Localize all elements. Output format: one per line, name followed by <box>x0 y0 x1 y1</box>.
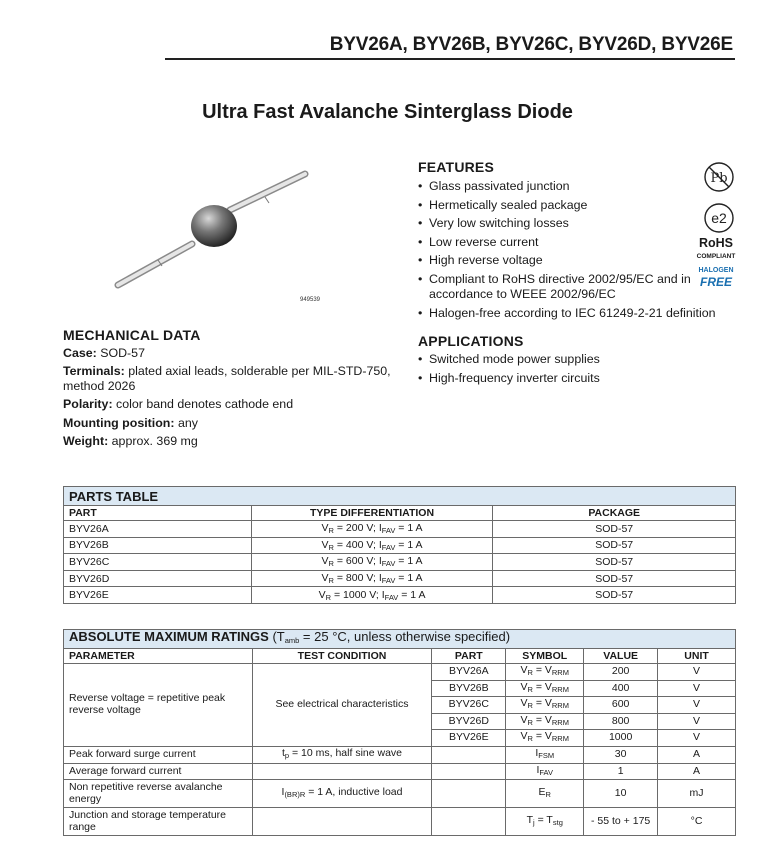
feature-item: • Halogen-free according to IEC 61249-2-21 definition <box>418 306 729 321</box>
document-subtitle: Ultra Fast Avalanche Sinterglass Diode <box>202 101 573 123</box>
rohs-label: RoHS <box>698 236 734 250</box>
absolute-maximum-ratings-table <box>63 629 736 836</box>
vr-value: 1000 <box>343 588 367 601</box>
unit-cell: V <box>658 680 736 697</box>
drawing-code: 949539 <box>300 297 321 303</box>
symbol-cell: $V_R = V_{RRM}$ <box>506 664 584 681</box>
type-cell: $V_R = 600$ V; $I_{FAV} = 1$ A <box>251 554 493 571</box>
col-header-value: VALUE <box>584 649 658 664</box>
symbol-cell: $V_R = V_{RRM}$ <box>506 697 584 714</box>
parameter-cell: Peak forward surge current <box>64 746 253 763</box>
ifav-value: 1 <box>407 522 414 535</box>
parameter-cell: Junction and storage temperature range <box>64 808 253 836</box>
features-list <box>418 179 718 324</box>
type-cell: $V_R = 200$ V; $I_{FAV} = 1$ A <box>251 521 493 538</box>
part-cell: BYV26C <box>432 697 506 714</box>
features-heading: FEATURES <box>418 159 495 175</box>
unit-cell: V <box>658 664 736 681</box>
col-header-type: TYPE DIFFERENTIATION <box>251 506 493 521</box>
table-row <box>64 570 736 587</box>
condition-cell <box>252 763 432 780</box>
ifav-value: 1 <box>407 555 414 568</box>
part-cell <box>432 780 506 808</box>
part-cell: BYV26B <box>64 537 252 554</box>
col-header-part: PART <box>64 506 252 521</box>
table-row <box>64 808 736 836</box>
condition-text: = 10 ms, half sine wave <box>289 747 403 760</box>
value-cell: 1 <box>584 763 658 780</box>
symbol-cell: $V_R = V_{RRM}$ <box>506 713 584 730</box>
unit-cell: V <box>658 697 736 714</box>
table-row <box>64 521 736 538</box>
feature-item: • High reverse voltage <box>418 253 718 268</box>
e2-text: e2 <box>711 210 727 226</box>
mech-label: Weight: <box>63 434 109 449</box>
part-cell: BYV26A <box>432 664 506 681</box>
package-cell: SOD-57 <box>493 554 736 571</box>
mechanical-data-heading: MECHANICAL DATA <box>63 327 201 343</box>
symbol-cell: $I_{FSM}$ <box>506 746 584 763</box>
mech-value: any <box>177 415 198 430</box>
halogen-label: HALOGEN <box>698 267 734 274</box>
part-cell: BYV26A <box>64 521 252 538</box>
value-cell: 1000 <box>584 730 658 747</box>
col-header-package: PACKAGE <box>493 506 736 521</box>
unit-cell: °C <box>658 808 736 836</box>
col-header-unit: UNIT <box>658 649 736 664</box>
part-cell: BYV26B <box>432 680 506 697</box>
table-row <box>64 587 736 604</box>
value-cell: 10 <box>584 780 658 808</box>
vr-value: 800 <box>345 572 364 585</box>
symbol-cell: $T_j = T_{stg}$ <box>506 808 584 836</box>
lead-free-icon <box>703 161 735 193</box>
table-row <box>64 554 736 571</box>
unit-cell: V <box>658 713 736 730</box>
applications-list <box>418 352 718 389</box>
condition-cell: $I_{(BR)R} = 1$ A, inductive load <box>252 780 432 808</box>
symbol-cell: $V_R = V_{RRM}$ <box>506 680 584 697</box>
unit-cell: A <box>658 746 736 763</box>
table-row <box>64 746 736 763</box>
amr-caption-title: ABSOLUTE MAXIMUM RATINGS <box>69 629 269 645</box>
value-cell: 800 <box>584 713 658 730</box>
mech-weight <box>63 434 403 449</box>
mech-case <box>63 346 403 361</box>
mech-value: SOD-57 <box>100 346 145 360</box>
halogen-free-label: FREE <box>699 275 732 289</box>
mech-value: plated axial leads, solderable per MIL-STD-750, method 2026 <box>63 364 391 393</box>
diode-lead-left <box>118 244 192 285</box>
col-header-part: PART <box>432 649 506 664</box>
title-rule <box>165 58 735 60</box>
value-cell: 400 <box>584 680 658 697</box>
vr-value: 400 <box>345 538 364 551</box>
caption-cond-sub: amb <box>284 636 300 646</box>
value-cell: - 55 to + 175 <box>584 808 658 836</box>
value-cell: 600 <box>584 697 658 714</box>
amr-caption-condition <box>272 629 510 644</box>
mechanical-data <box>63 346 403 453</box>
symbol-cell: $E_R$ <box>506 780 584 808</box>
mech-mounting <box>63 416 403 431</box>
mech-label: Terminals: <box>63 364 125 379</box>
application-item: • Switched mode power supplies <box>418 352 718 367</box>
part-cell <box>432 808 506 836</box>
table-row <box>64 763 736 780</box>
feature-item: • Compliant to RoHS directive 2002/95/EC and in accordance to WEEE 2002/96/EC <box>418 272 699 302</box>
unit-cell: A <box>658 763 736 780</box>
package-cell: SOD-57 <box>493 570 736 587</box>
type-cell: $V_R = 1000$ V; $I_{FAV} = 1$ A <box>251 587 493 604</box>
feature-item: • Glass passivated junction <box>418 179 718 194</box>
part-cell: BYV26C <box>64 554 252 571</box>
mech-label: Polarity: <box>63 397 113 412</box>
diode-package-drawing <box>110 168 320 298</box>
parameter-cell: Reverse voltage = repetitive peak reverse voltage <box>64 664 253 747</box>
condition-cell: $t_p = 10$ ms, half sine wave <box>252 746 432 763</box>
pb-text: Pb <box>710 171 728 186</box>
type-cell: $V_R = 800$ V; $I_{FAV} = 1$ A <box>251 570 493 587</box>
part-cell <box>432 763 506 780</box>
feature-item: • Low reverse current <box>418 235 718 250</box>
ifav-value: 1 <box>410 588 417 601</box>
mech-value: color band denotes cathode end <box>116 397 294 412</box>
unit-cell: V <box>658 730 736 747</box>
application-item: • High-frequency inverter circuits <box>418 371 718 386</box>
unit-cell: mJ <box>658 780 736 808</box>
part-cell: BYV26E <box>432 730 506 747</box>
feature-item: • Very low switching losses <box>418 216 718 231</box>
mech-polarity <box>63 397 403 412</box>
value-cell: 200 <box>584 664 658 681</box>
package-cell: SOD-57 <box>493 537 736 554</box>
diode-body <box>191 205 237 247</box>
package-cell: SOD-57 <box>493 521 736 538</box>
ifav-value: 1 <box>407 572 414 585</box>
type-cell: $V_R = 400$ V; $I_{FAV} = 1$ A <box>251 537 493 554</box>
parameter-cell: Average forward current <box>64 763 253 780</box>
parts-table-caption: PARTS TABLE <box>64 487 736 506</box>
part-cell: BYV26D <box>64 570 252 587</box>
package-cell: SOD-57 <box>493 587 736 604</box>
col-header-parameter: PARAMETER <box>64 649 253 664</box>
col-header-test-condition: TEST CONDITION <box>252 649 432 664</box>
mech-label: Mounting position: <box>63 415 175 430</box>
caption-cond-suffix: = 25 °C, unless otherwise specified) <box>299 629 511 645</box>
mech-label: Case: <box>63 346 97 360</box>
applications-heading: APPLICATIONS <box>418 333 524 349</box>
mech-value: approx. 369 mg <box>111 434 198 449</box>
amr-table-caption <box>64 630 736 649</box>
symbol-cell: $V_R = V_{RRM}$ <box>506 730 584 747</box>
part-cell <box>432 746 506 763</box>
col-header-symbol: SYMBOL <box>506 649 584 664</box>
table-row <box>64 537 736 554</box>
e2-icon <box>703 202 735 234</box>
value-cell: 30 <box>584 746 658 763</box>
diode-lead-right <box>230 174 305 210</box>
vr-value: 200 <box>345 522 364 535</box>
ifav-value: 1 <box>407 538 414 551</box>
table-row <box>64 780 736 808</box>
condition-text: = 1 A, inductive load <box>305 785 403 798</box>
document-title: BYV26A, BYV26B, BYV26C, BYV26D, BYV26E <box>329 34 733 55</box>
caption-cond-prefix: (T <box>272 629 285 645</box>
condition-cell <box>252 808 432 836</box>
table-row <box>64 664 736 681</box>
part-cell: BYV26D <box>432 713 506 730</box>
parameter-cell: Non repetitive reverse avalanche energy <box>64 780 253 808</box>
parts-table <box>63 486 736 604</box>
mech-terminals <box>63 364 403 393</box>
vr-value: 600 <box>345 555 364 568</box>
part-cell: BYV26E <box>64 587 252 604</box>
feature-item: • Hermetically sealed package <box>418 198 718 213</box>
compliant-label: COMPLIANT <box>696 253 736 260</box>
symbol-cell: $I_{FAV}$ <box>506 763 584 780</box>
condition-cell: See electrical characteristics <box>252 664 432 747</box>
